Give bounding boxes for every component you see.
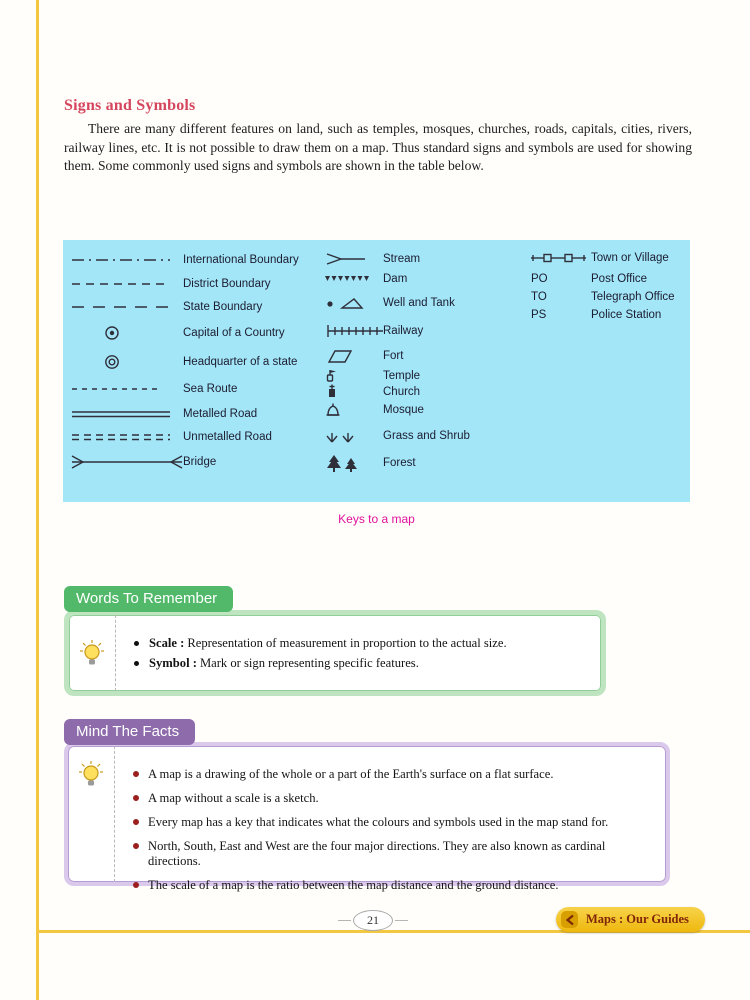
legend-label: Unmetalled Road [183,431,272,443]
legend-column-3 [531,240,689,324]
legend-column-1 [71,240,323,475]
words-to-remember-header: Words To Remember [64,586,233,612]
legend-row [71,295,323,319]
legend-row [325,270,530,288]
sea-route-icon [71,384,183,394]
legend-label: Stream [383,253,421,265]
legend-row [71,425,323,449]
legend-label: International Boundary [183,254,299,266]
well-and-tank-icon [325,296,383,310]
town-or-village-icon [531,252,591,264]
legend-label: Police Station [591,309,662,321]
legend-row [325,368,530,384]
stream-icon [325,252,383,266]
legend-label: Post Office [591,273,648,285]
chevron-left-icon [561,911,578,928]
legend-caption: Keys to a map [338,512,415,526]
telegraph-office-abbr: TO [531,291,547,303]
term: Scale : [149,635,185,650]
district-boundary-icon [71,279,183,289]
legend-row [325,399,530,421]
words-to-remember-box [64,610,606,696]
intro-paragraph: There are many different features on land, such as temples, mosques, churches, roads, capitals, cities, rivers, railway lines, etc. It is not possible to draw them on a map. Thus standard signs and symbols are used for showing them. Some commonly used signs and symbols are shown in the table below. [64,121,692,174]
legend-row [325,450,530,476]
state-headquarter-icon [71,353,183,371]
legend-row [531,306,689,324]
post-office-abbr: PO [531,273,548,285]
state-boundary-icon [71,302,183,312]
legend-label: Railway [383,324,424,337]
church-icon [325,384,383,399]
mosque-icon [325,403,383,417]
words-to-remember-list [116,625,517,682]
capital-of-country-icon [71,324,183,342]
page-number: 21 [353,910,393,931]
grass-and-shrub-icon [325,428,383,444]
fact-item: A map without a scale is a sketch. [133,791,656,806]
legend-label: Sea Route [183,383,238,395]
fact-item: North, South, East and West are the four major directions. They are also known as cardinal directions. [133,839,656,869]
legend-label: District Boundary [183,277,271,290]
legend-label: State Boundary [183,301,263,313]
forest-icon [325,454,383,473]
legend-label: Mosque [383,404,424,416]
mind-the-facts-box [64,742,670,892]
legend-label: Church [383,385,421,398]
legend-row [71,347,323,376]
legend-row [71,319,323,347]
dam-icon [325,275,383,283]
left-accent-rule [36,0,39,1000]
lightbulb-icon [68,746,115,882]
legend-row [71,248,323,272]
legend-row [71,402,323,425]
railway-icon [325,323,383,339]
legend-row [71,449,323,475]
legend-label: Grass and Shrub [383,429,470,442]
legend-row [71,376,323,402]
legend-label: Dam [383,273,408,285]
legend-row [325,384,530,399]
legend-row [71,272,323,295]
legend-row [325,317,530,344]
fact-item: Every map has a key that indicates what the colours and symbols used in the map stand for. [133,815,656,830]
legend-label: Capital of a Country [183,327,285,339]
legend-label: Well and Tank [383,296,455,309]
definition: Representation of measurement in proportion to the actual size. [187,635,507,650]
legend-row [531,246,689,270]
fact-item: The scale of a map is the ratio between the map distance and the ground distance. [133,878,656,893]
metalled-road-icon [71,409,183,419]
chapter-title: Maps : Our Guides [586,912,689,926]
unmetalled-road-icon [71,432,183,442]
chapter-badge [556,907,705,932]
temple-icon [325,369,383,383]
fact-item: A map is a drawing of the whole or a part of the Earth's surface on a flat surface. [133,767,656,782]
term: Symbol : [149,655,197,670]
police-station-abbr: PS [531,309,547,321]
legend-label: Fort [383,350,404,362]
legend-row [325,421,530,450]
oval-tick-left [338,920,351,921]
fort-icon [325,347,383,365]
legend-column-2 [325,240,530,476]
legend-label: Metalled Road [183,407,258,420]
section-title: Signs and Symbols [64,97,196,114]
legend-label: Town or Village [591,252,669,264]
mind-the-facts-list [115,746,666,908]
bridge-icon [71,454,183,470]
definition-item [134,656,507,671]
legend-row [325,288,530,317]
legend-label: Temple [383,370,421,382]
international-boundary-icon [71,255,183,265]
legend-label: Headquarter of a state [183,355,298,368]
legend-row [325,344,530,368]
legend-row [531,288,689,306]
definition: Mark or sign representing specific features. [199,655,419,670]
map-legend-table [63,240,690,502]
legend-row [531,270,689,288]
legend-label: Telegraph Office [591,291,675,303]
mind-the-facts-header: Mind The Facts [64,719,195,745]
lightbulb-icon [69,615,116,691]
page-number-area [338,910,408,931]
oval-tick-right [395,920,408,921]
legend-label: Forest [383,457,416,469]
definition-item [134,636,507,651]
legend-label: Bridge [183,456,217,468]
legend-row [325,248,530,270]
